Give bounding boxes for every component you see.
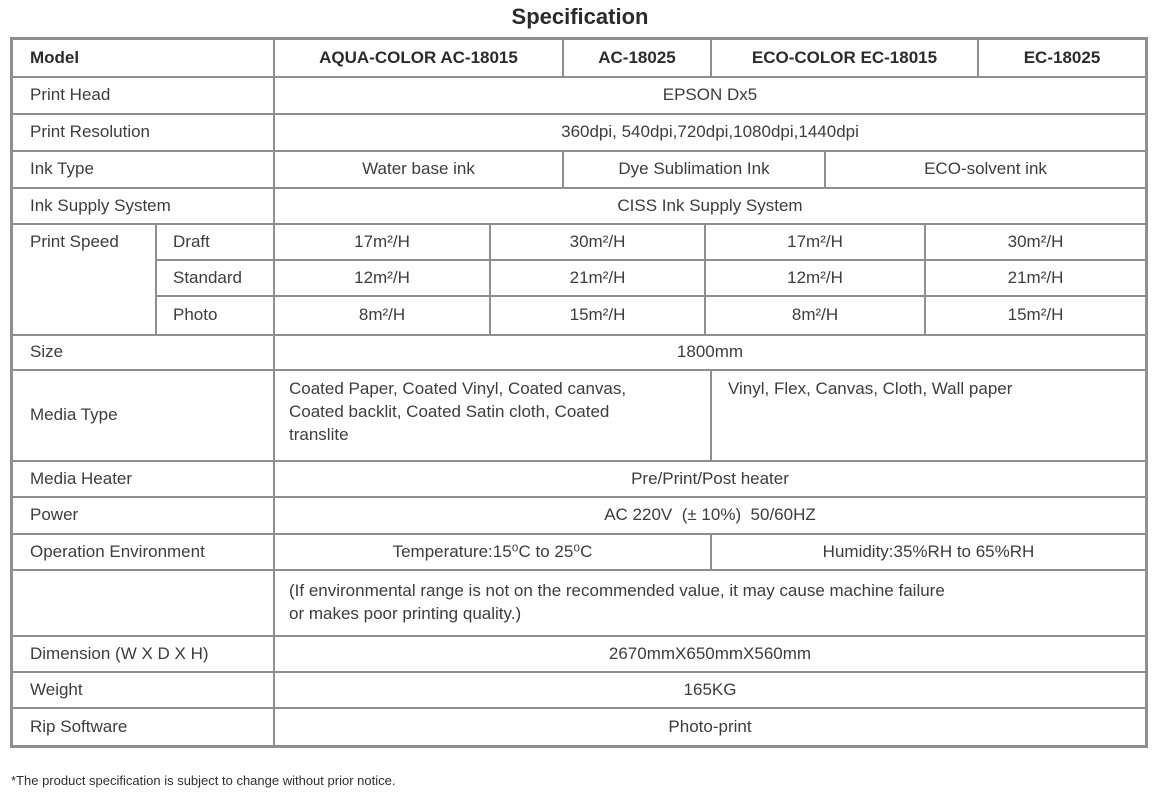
row-environment-note <box>13 571 1145 637</box>
size-value: 1800mm <box>676 342 744 362</box>
print-resolution-label: Print Resolution <box>13 115 275 150</box>
row-print-resolution <box>13 115 1145 152</box>
ink-supply-value: CISS Ink Supply System <box>617 195 803 215</box>
dimension-value: 2670mmX650mmX560mm <box>608 643 812 663</box>
row-power <box>13 498 1145 535</box>
page-title: Specification <box>511 4 649 29</box>
header-col-aqua-color-ac-18015: AQUA-COLOR AC-18015 <box>275 40 564 76</box>
media-type-uncoated-list: Vinyl, Flex, Canvas, Cloth, Wall paper <box>728 379 1013 398</box>
media-heater-value: Pre/Print/Post heater <box>631 468 789 488</box>
environment-note-cell <box>275 571 1145 635</box>
row-media-heater <box>13 462 1145 498</box>
row-ink-type <box>13 152 1145 189</box>
media-type-label: Media Type <box>13 371 275 460</box>
rip-software-label: Rip Software <box>13 709 275 745</box>
standard-value-ac18025: 21m²/H <box>491 261 706 295</box>
print-speed-rows <box>157 225 1145 334</box>
ink-type-label: Ink Type <box>13 152 275 187</box>
power-label: Power <box>13 498 275 533</box>
print-speed-standard-row <box>157 261 1145 297</box>
standard-value-ec18025: 21m²/H <box>1007 267 1064 287</box>
media-type-coated-text: Coated Paper, Coated Vinyl, Coated canvas, Coated backlit, Coated Satin cloth, Coated translite <box>289 379 631 444</box>
photo-value-ac18015: 8m²/H <box>275 297 491 334</box>
print-speed-draft-row <box>157 225 1145 261</box>
footnote: *The product specification is subject to change without prior notice. <box>11 773 396 788</box>
size-label: Size <box>13 336 275 369</box>
print-speed-photo-row <box>157 297 1145 334</box>
row-operation-environment <box>13 535 1145 571</box>
row-size <box>13 336 1145 371</box>
rip-software-value: Photo-print <box>668 716 752 736</box>
weight-label: Weight <box>13 673 275 707</box>
header-col-ac-18025: AC-18025 <box>564 40 712 76</box>
row-print-speed <box>13 225 1145 336</box>
humidity-value: Humidity:35%RH to 65%RH <box>822 541 1035 561</box>
draft-value-ac18025: 30m²/H <box>491 225 706 259</box>
speed-mode-draft: Draft <box>157 225 275 259</box>
draft-value-ec18025: 30m²/H <box>1007 231 1064 251</box>
media-heater-label: Media Heater <box>13 462 275 496</box>
specification-table <box>10 37 1148 748</box>
row-print-head <box>13 78 1145 115</box>
power-value: AC 220V (± 10%) 50/60HZ <box>604 505 816 525</box>
environment-note-empty-label <box>13 571 275 635</box>
print-head-value: EPSON Dx5 <box>662 85 758 105</box>
print-head-label: Print Head <box>13 78 275 113</box>
standard-value-ac18015: 12m²/H <box>275 261 491 295</box>
row-dimension <box>13 637 1145 673</box>
dimension-label: Dimension (W X D X H) <box>13 637 275 671</box>
speed-mode-photo: Photo <box>157 297 275 334</box>
row-rip-software <box>13 709 1145 745</box>
media-type-coated-list <box>275 371 712 460</box>
environment-note-text: (If environmental range is not on the recommended value, it may cause machine failure or makes poor printing quality.) <box>289 581 950 623</box>
photo-value-ec18025: 15m²/H <box>1007 305 1064 325</box>
ink-type-eco-solvent: ECO-solvent ink <box>924 159 1047 179</box>
ink-supply-label: Ink Supply System <box>13 189 275 223</box>
photo-value-ec18015: 8m²/H <box>706 297 926 334</box>
standard-value-ec18015: 12m²/H <box>706 261 926 295</box>
draft-value-ac18015: 17m²/H <box>275 225 491 259</box>
header-col-ec-18025: EC-18025 <box>1023 47 1101 67</box>
print-speed-label: Print Speed <box>13 225 157 334</box>
header-model-label: Model <box>13 40 275 76</box>
ink-type-water-base: Water base ink <box>275 152 564 187</box>
header-row <box>13 40 1145 78</box>
row-ink-supply-system <box>13 189 1145 225</box>
draft-value-ec18015: 17m²/H <box>706 225 926 259</box>
speed-mode-standard: Standard <box>157 261 275 295</box>
ink-type-dye-sublimation: Dye Sublimation Ink <box>564 152 826 187</box>
header-col-eco-color-ec-18015: ECO-COLOR EC-18015 <box>712 40 979 76</box>
operation-environment-label: Operation Environment <box>13 535 275 569</box>
temperature-value: Temperature:15⁰C to 25⁰C <box>275 535 712 569</box>
row-weight <box>13 673 1145 709</box>
print-resolution-value: 360dpi, 540dpi,720dpi,1080dpi,1440dpi <box>561 122 859 142</box>
weight-value: 165KG <box>683 679 737 699</box>
photo-value-ac18025: 15m²/H <box>491 297 706 334</box>
row-media-type <box>13 371 1145 462</box>
